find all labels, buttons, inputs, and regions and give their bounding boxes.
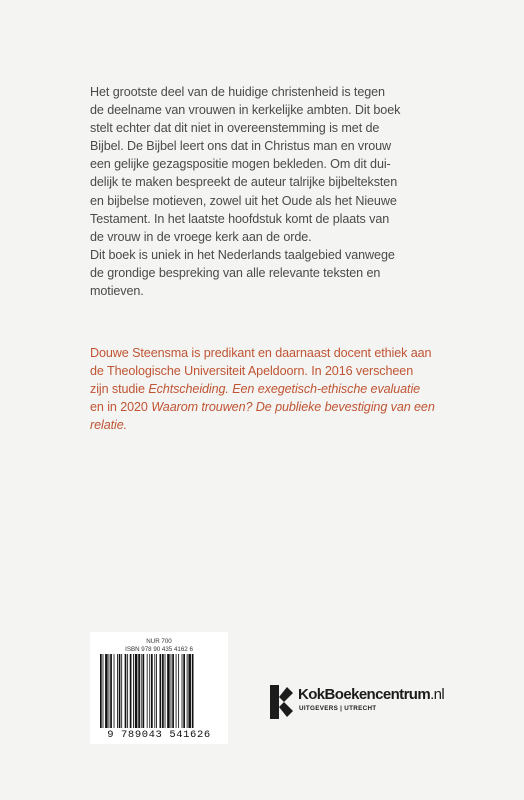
- publisher-logo: [268, 683, 458, 723]
- book-title-echtscheiding: Echtscheiding. Een exegetisch-ethische evaluatie: [148, 382, 421, 397]
- bio-line: [90, 416, 440, 434]
- blurb-line: de vrouw in de vroege kerk aan de orde.: [90, 229, 312, 244]
- barcode-bar: [138, 654, 140, 728]
- bio-text: en in 2020: [90, 400, 152, 415]
- bio-line: de Theologische Universiteit Apeldoorn. In 2016 verscheen: [90, 364, 414, 379]
- blurb-line: stelt echter dat dit niet in overeenstemming is met de: [90, 121, 380, 136]
- blurb-line: Het grootste deel van de huidige christenheid is tegen: [90, 85, 385, 99]
- barcode-bar: [100, 654, 102, 728]
- barcode-bar: [162, 654, 164, 728]
- barcode-bar: [182, 654, 183, 728]
- barcode-bar: [133, 654, 134, 728]
- barcode-bar: [160, 654, 162, 728]
- blurb-line: Testament. In het laatste hoofdstuk komt de plaats van: [90, 211, 390, 226]
- blurb-line: Bijbel. De Bijbel leert ons dat in Christus man en vrouw: [90, 139, 391, 154]
- barcode: [96, 654, 222, 728]
- barcode-bar: [149, 654, 150, 728]
- blurb-line: een gelijke gezagspositie mogen bekleden. Om dit dui-: [90, 157, 391, 172]
- barcode-bar: [172, 654, 174, 728]
- blurb-line: de deelname van vrouwen in kerkelijke ambten. Dit boek: [90, 103, 401, 118]
- book-title-waarom-trouwen-end: relatie.: [90, 418, 127, 433]
- barcode-bar: [143, 654, 145, 728]
- barcode-bar: [127, 654, 128, 728]
- nur-code: NUR 700: [146, 638, 172, 645]
- bio-line: [90, 380, 440, 398]
- author-bio: [90, 344, 440, 434]
- barcode-bar: [187, 654, 188, 728]
- barcode-bar: [141, 654, 142, 728]
- book-title-waarom-trouwen: Waarom trouwen? De publieke bevestiging van een: [151, 400, 435, 415]
- blurb-line: de grondige bespreking van alle relevante teksten en: [90, 265, 381, 280]
- barcode-bar: [154, 654, 155, 728]
- barcode-digits: 9 789043 541626: [107, 729, 211, 741]
- barcode-bar: [117, 654, 118, 728]
- blurb-line: delijk te maken bespreekt de auteur talrijke bijbelteksten: [90, 175, 398, 190]
- barcode-bar: [151, 654, 153, 728]
- barcode-bar: [135, 654, 138, 728]
- barcode-bar: [178, 654, 179, 728]
- barcode-bar: [147, 654, 148, 728]
- publisher-name: [298, 686, 444, 703]
- barcode-bar: [121, 654, 122, 728]
- barcode-bar: [105, 654, 108, 728]
- barcode-bar: [188, 654, 191, 728]
- barcode-bar: [171, 654, 172, 728]
- barcode-bar: [103, 654, 104, 728]
- isbn-block: [90, 638, 228, 653]
- barcode-bar: [176, 654, 177, 728]
- barcode-bar: [119, 654, 121, 728]
- bio-line: [90, 398, 440, 416]
- publisher-name-suffix: .nl: [430, 686, 445, 703]
- barcode-bar: [183, 654, 185, 728]
- bio-line: Douwe Steensma is predikant en daarnaast docent ethiek aan: [90, 346, 432, 360]
- publisher-subtitle: UITGEVERS | UTRECHT: [299, 705, 377, 712]
- blurb-text: [90, 83, 440, 300]
- barcode-bar: [165, 654, 166, 728]
- barcode-bar: [156, 654, 157, 728]
- barcode-bar: [192, 654, 194, 728]
- blurb-line: motieven.: [90, 284, 144, 299]
- barcode-bar: [114, 654, 115, 728]
- barcode-bar: [109, 654, 110, 728]
- kok-boekencentrum-logo-icon: [268, 683, 294, 721]
- barcode-bar: [125, 654, 127, 728]
- publisher-name-main: KokBoekencentrum: [298, 686, 431, 703]
- bio-text: zijn studie: [90, 382, 149, 397]
- blurb-line: Dit boek is uniek in het Nederlands taalgebied vanwege: [90, 247, 395, 262]
- barcode-label: [90, 632, 228, 744]
- blurb-line: en bijbelse motieven, zowel uit het Oude als het Nieuwe: [90, 193, 397, 208]
- barcode-bar: [167, 654, 170, 728]
- barcode-bar: [130, 654, 132, 728]
- isbn-number: ISBN 978 90 435 4162 6: [125, 645, 193, 653]
- barcode-bar: [110, 654, 112, 728]
